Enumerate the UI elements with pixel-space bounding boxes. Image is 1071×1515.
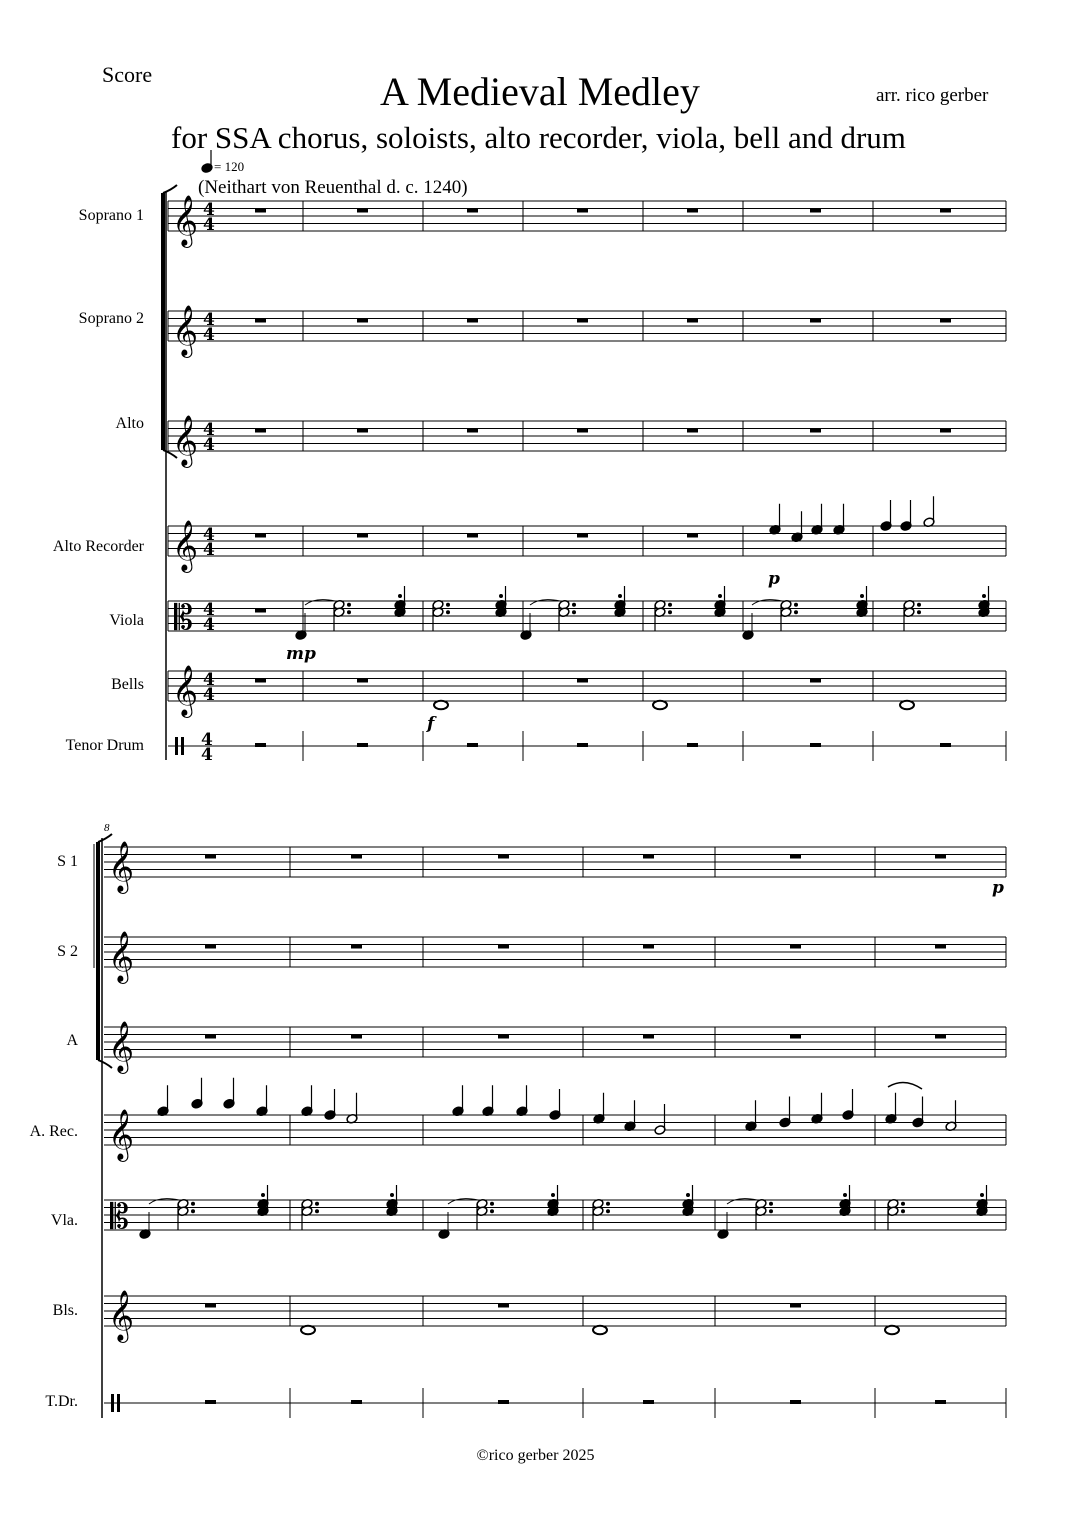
whole-rest xyxy=(687,534,698,538)
time-signature: 4 xyxy=(203,600,215,620)
time-signature: 4 xyxy=(203,540,215,560)
whole-rest xyxy=(467,209,478,213)
staccato-dot xyxy=(668,603,672,607)
whole-rest xyxy=(810,679,821,683)
whole-rest xyxy=(687,209,698,213)
percussion-clef-icon xyxy=(175,737,178,755)
instrument-label-vla: Vla. xyxy=(50,1212,78,1229)
arranger: arr. rico gerber xyxy=(876,85,989,106)
treble-clef-icon: 𝄞 xyxy=(108,1021,135,1072)
whole-rest xyxy=(687,319,698,323)
time-signature: 4 xyxy=(203,200,215,220)
whole-note xyxy=(885,1326,899,1334)
percussion-clef-icon xyxy=(111,1394,114,1412)
treble-clef-icon: 𝄞 xyxy=(172,415,199,466)
time-signature: 4 xyxy=(203,215,215,235)
whole-rest xyxy=(790,1035,801,1039)
staccato-dot xyxy=(191,1202,195,1206)
time-signature: 4 xyxy=(203,310,215,330)
instrument-label-tdr: T.Dr. xyxy=(45,1393,78,1410)
whole-rest xyxy=(790,1400,801,1404)
time-signature: 4 xyxy=(203,670,215,690)
treble-clef-icon: 𝄞 xyxy=(172,665,199,716)
staccato-dot xyxy=(794,603,798,607)
composer-credit: (Neithart von Reuenthal d. c. 1240) xyxy=(198,177,468,198)
slur xyxy=(305,600,335,605)
staccato-dot xyxy=(668,610,672,614)
slur xyxy=(888,1082,922,1089)
whole-rest xyxy=(935,855,946,859)
time-signature: 4 xyxy=(201,745,213,765)
staccato-dot xyxy=(718,594,722,598)
whole-rest xyxy=(255,679,266,683)
whole-rest xyxy=(643,1400,654,1404)
treble-clef-icon: 𝄞 xyxy=(108,841,135,892)
whole-rest xyxy=(940,743,951,747)
treble-clef-icon: 𝄞 xyxy=(108,1290,135,1341)
treble-clef-icon: 𝄞 xyxy=(108,1109,135,1160)
whole-rest xyxy=(498,1400,509,1404)
staccato-dot xyxy=(315,1202,319,1206)
whole-rest xyxy=(205,1400,216,1404)
staccato-dot xyxy=(917,610,921,614)
slur xyxy=(149,1199,179,1204)
staccato-dot xyxy=(901,1202,905,1206)
whole-note xyxy=(434,701,448,709)
staccato-dot xyxy=(618,594,622,598)
dynamic-f: f xyxy=(427,714,435,734)
staccato-dot xyxy=(982,594,986,598)
slur xyxy=(448,1199,478,1204)
whole-rest xyxy=(467,429,478,433)
treble-clef-icon: 𝄞 xyxy=(172,305,199,356)
whole-rest xyxy=(351,1400,362,1404)
staccato-dot xyxy=(398,594,402,598)
slur xyxy=(530,600,560,605)
whole-rest xyxy=(935,945,946,949)
time-signature: 4 xyxy=(203,685,215,705)
dynamic-p-soprano: p xyxy=(992,878,1004,898)
whole-rest xyxy=(255,429,266,433)
whole-rest xyxy=(577,429,588,433)
whole-rest xyxy=(940,429,951,433)
whole-rest xyxy=(357,534,368,538)
whole-rest xyxy=(255,743,266,747)
staccato-dot xyxy=(446,603,450,607)
staccato-dot xyxy=(490,1209,494,1213)
time-signature: 4 xyxy=(201,730,213,750)
staccato-dot xyxy=(347,603,351,607)
staccato-dot xyxy=(917,603,921,607)
instrument-label-s2: S 2 xyxy=(57,943,78,960)
treble-clef-icon: 𝄞 xyxy=(172,520,199,571)
whole-rest xyxy=(351,945,362,949)
whole-rest xyxy=(790,1304,801,1308)
whole-note xyxy=(593,1326,607,1334)
time-signature: 4 xyxy=(203,325,215,345)
whole-rest xyxy=(255,209,266,213)
whole-rest xyxy=(790,855,801,859)
whole-rest xyxy=(577,743,588,747)
staccato-dot xyxy=(551,1193,555,1197)
whole-rest xyxy=(498,1304,509,1308)
score-label: Score xyxy=(102,62,153,87)
staccato-dot xyxy=(446,610,450,614)
whole-note xyxy=(900,701,914,709)
slur xyxy=(752,600,782,605)
instrument-label-viola: Viola xyxy=(109,612,144,629)
staccato-dot xyxy=(315,1209,319,1213)
copyright: ©rico gerber 2025 xyxy=(476,1447,595,1464)
whole-rest xyxy=(467,743,478,747)
whole-rest xyxy=(205,1304,216,1308)
whole-rest xyxy=(810,209,821,213)
instrument-label-alto-recorder: Alto Recorder xyxy=(52,538,144,555)
whole-rest xyxy=(935,1035,946,1039)
tempo-marking: = 120 xyxy=(214,159,245,174)
whole-rest xyxy=(255,319,266,323)
whole-rest xyxy=(351,855,362,859)
staccato-dot xyxy=(901,1209,905,1213)
staccato-dot xyxy=(390,1193,394,1197)
whole-rest xyxy=(643,855,654,859)
staccato-dot xyxy=(794,610,798,614)
whole-rest xyxy=(357,209,368,213)
whole-rest xyxy=(940,319,951,323)
whole-rest xyxy=(357,743,368,747)
staccato-dot xyxy=(490,1202,494,1206)
whole-note xyxy=(653,701,667,709)
percussion-clef-icon xyxy=(117,1394,120,1412)
alto-clef-icon: 𝄡 xyxy=(174,598,193,638)
staccato-dot xyxy=(860,594,864,598)
whole-rest xyxy=(810,429,821,433)
slur xyxy=(727,1199,757,1204)
instrument-label-s1: S 1 xyxy=(57,853,78,870)
time-signature: 4 xyxy=(203,525,215,545)
staccato-dot xyxy=(261,1193,265,1197)
whole-rest xyxy=(255,609,266,613)
staccato-dot xyxy=(347,610,351,614)
time-signature: 4 xyxy=(203,420,215,440)
instrument-label-bells: Bells xyxy=(111,676,144,693)
whole-rest xyxy=(498,855,509,859)
treble-clef-icon: 𝄞 xyxy=(108,931,135,982)
whole-rest xyxy=(498,1035,509,1039)
whole-rest xyxy=(577,209,588,213)
whole-rest xyxy=(498,945,509,949)
instrument-label-soprano2: Soprano 2 xyxy=(78,310,144,327)
time-signature: 4 xyxy=(203,435,215,455)
staccato-dot xyxy=(769,1202,773,1206)
whole-rest xyxy=(643,945,654,949)
staccato-dot xyxy=(572,610,576,614)
staccato-dot xyxy=(499,594,503,598)
whole-rest xyxy=(255,534,266,538)
whole-rest xyxy=(810,319,821,323)
staccato-dot xyxy=(572,603,576,607)
staccato-dot xyxy=(606,1209,610,1213)
whole-rest xyxy=(357,429,368,433)
staccato-dot xyxy=(980,1193,984,1197)
dynamic-p-viola: p xyxy=(768,569,780,589)
dynamic-mp: mp xyxy=(286,644,316,664)
staccato-dot xyxy=(843,1193,847,1197)
instrument-label-alto: Alto xyxy=(115,415,144,432)
whole-rest xyxy=(687,429,698,433)
whole-rest xyxy=(351,1035,362,1039)
whole-rest xyxy=(357,679,368,683)
whole-rest xyxy=(790,945,801,949)
staccato-dot xyxy=(686,1193,690,1197)
whole-note xyxy=(301,1326,315,1334)
instrument-label-tenor-drum: Tenor Drum xyxy=(65,737,144,754)
percussion-clef-icon xyxy=(181,737,184,755)
instrument-label-soprano1: Soprano 1 xyxy=(78,207,144,224)
instrument-label-a: A xyxy=(66,1032,78,1049)
whole-rest xyxy=(467,319,478,323)
staccato-dot xyxy=(606,1202,610,1206)
time-signature: 4 xyxy=(203,615,215,635)
instrument-label-bls: Bls. xyxy=(52,1302,78,1319)
whole-rest xyxy=(357,319,368,323)
whole-rest xyxy=(577,319,588,323)
whole-rest xyxy=(577,679,588,683)
whole-rest xyxy=(935,1400,946,1404)
subtitle: for SSA chorus, soloists, alto recorder, viola, bell and drum xyxy=(171,120,906,155)
staccato-dot xyxy=(191,1209,195,1213)
treble-clef-icon: 𝄞 xyxy=(172,195,199,246)
measure-number: 8 xyxy=(104,822,110,834)
whole-rest xyxy=(467,534,478,538)
whole-rest xyxy=(643,1035,654,1039)
whole-rest xyxy=(940,209,951,213)
instrument-label-a-rec: A. Rec. xyxy=(29,1123,78,1140)
page-title: A Medieval Medley xyxy=(380,69,700,114)
alto-clef-icon: 𝄡 xyxy=(110,1197,129,1237)
whole-rest xyxy=(205,945,216,949)
whole-rest xyxy=(205,1035,216,1039)
staccato-dot xyxy=(769,1209,773,1213)
whole-rest xyxy=(205,855,216,859)
whole-rest xyxy=(577,534,588,538)
whole-rest xyxy=(810,743,821,747)
whole-rest xyxy=(687,743,698,747)
